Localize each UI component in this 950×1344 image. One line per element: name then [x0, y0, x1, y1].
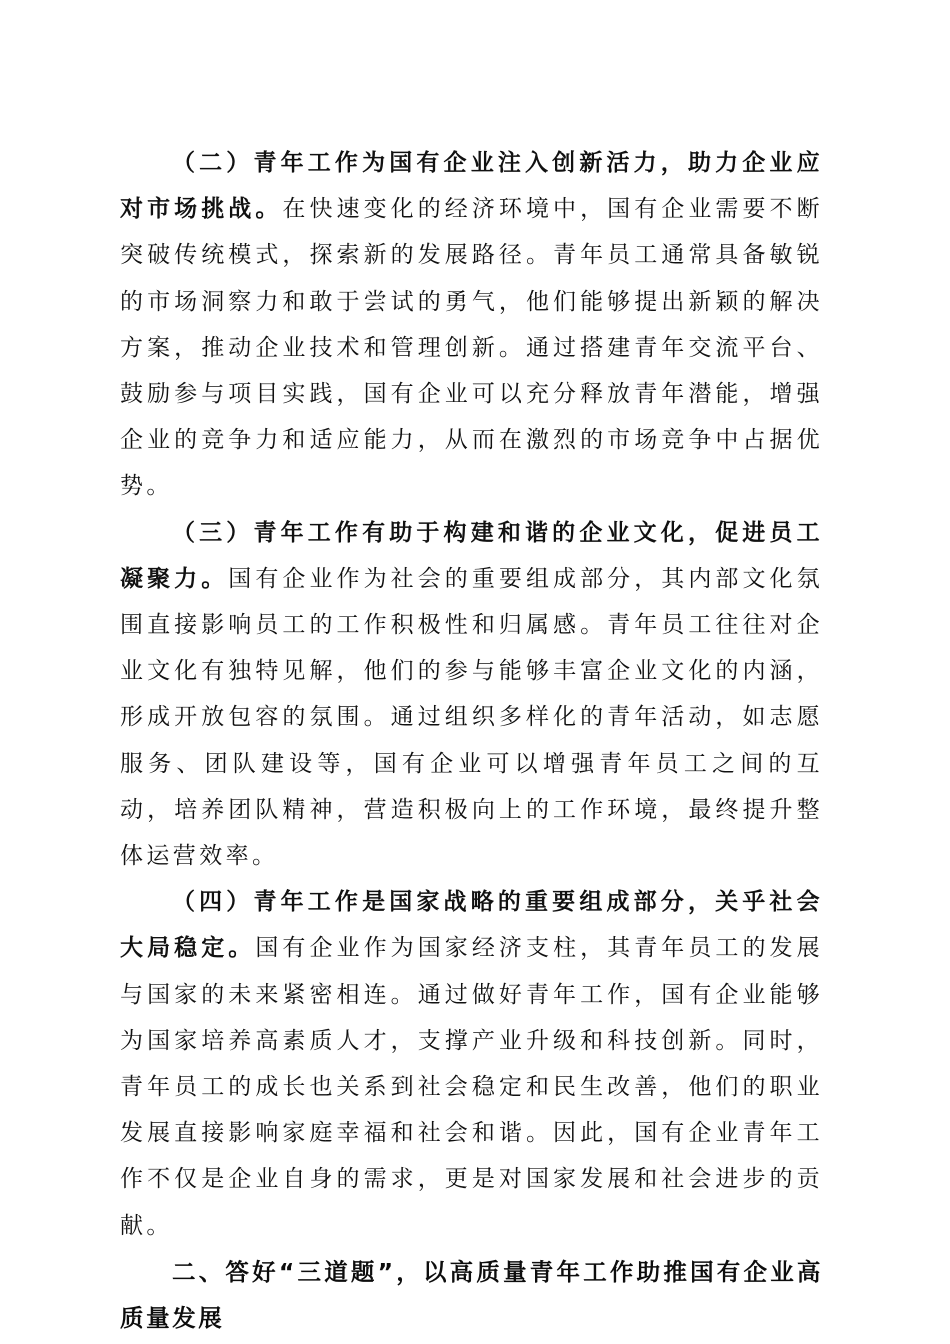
paragraph-lead: （四）青年工作是国家战略的重要组成部分，关乎社会大局稳定。	[120, 889, 823, 962]
paragraph-lead: （三）青年工作有助于构建和谐的企业文化，促进员工凝聚力。	[120, 519, 823, 592]
paragraph-strategy	[120, 879, 823, 1249]
document-body	[120, 140, 823, 1341]
paragraph-text: 国有企业作为国家经济支柱，其青年员工的发展与国家的未来紧密相连。通过做好青年工作，国有企业能够为国家培养高素质人才，支撑产业升级和科技创新。同时，青年员工的成长也关系到社会稳定和民生改善，他们的职业发展直接影响家庭幸福和社会和谐。因此，国有企业青年工作不仅是企业自身的需求，更是对国家发展和社会进步的贡献。	[120, 935, 824, 1239]
paragraph-text: 国有企业作为社会的重要组成部分，其内部文化氛围直接影响员工的工作积极性和归属感。青年员工往往对企业文化有独特见解，他们的参与能够丰富企业文化的内涵，形成开放包容的氛围。通过组织多样化的青年活动，如志愿服务、团队建设等，国有企业可以增强青年员工之间的互动，培养团队精神，营造积极向上的工作环境，最终提升整体运营效率。	[120, 565, 823, 870]
section-heading: 二、答好“三道题”，以高质量青年工作助推国有企业高质量发展	[120, 1257, 823, 1333]
paragraph-innovation	[120, 140, 823, 510]
paragraph-lead: （二）青年工作为国有企业注入创新活力，助力企业应对市场挑战。	[120, 150, 823, 223]
paragraph-culture	[120, 510, 823, 880]
paragraph-text: 在快速变化的经济环境中，国有企业需要不断突破传统模式，探索新的发展路径。青年员工通常具备敏锐的市场洞察力和敢于尝试的勇气，他们能够提出新颖的解决方案，推动企业技术和管理创新。通过搭建青年交流平台、鼓励参与项目实践，国有企业可以充分释放青年潜能，增强企业的竞争力和适应能力，从而在激烈的市场竞争中占据优势。	[120, 196, 824, 500]
